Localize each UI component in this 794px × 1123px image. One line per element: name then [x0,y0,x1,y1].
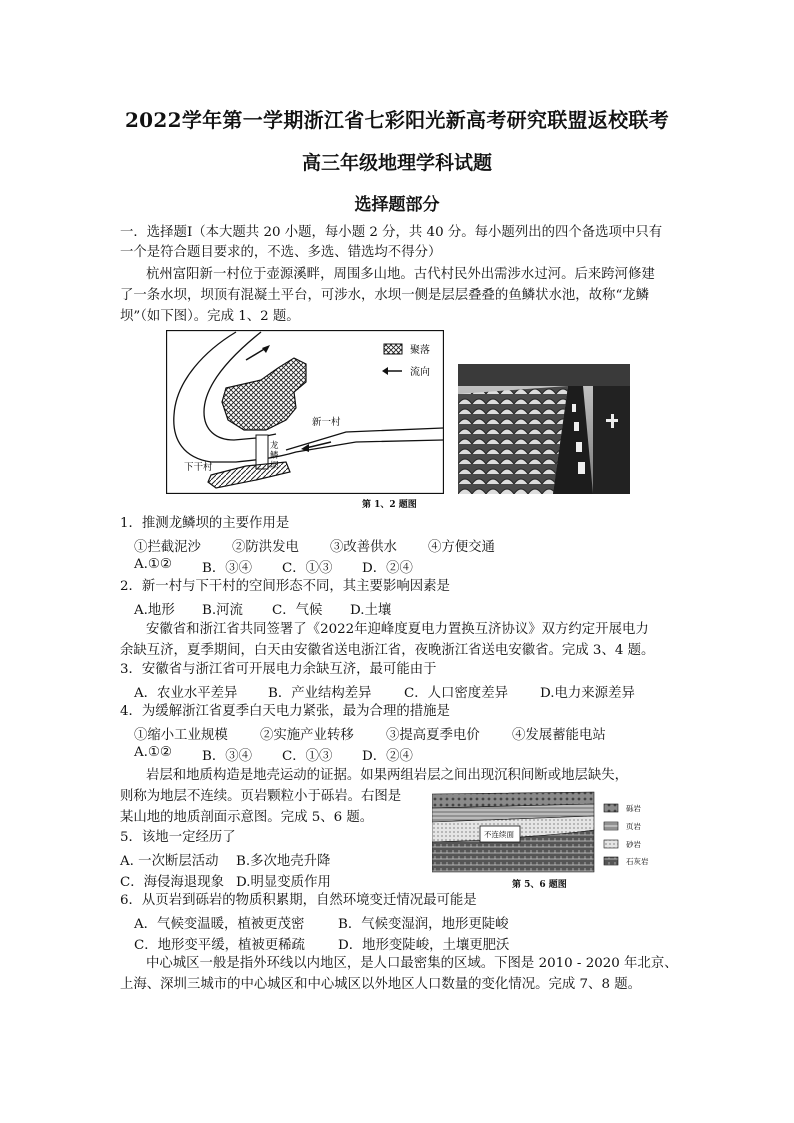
statement-item: ③改善供水 [330,540,397,555]
answer-option: C．①③ [282,561,333,576]
passage-line: 某山地的地质剖面示意图。完成 5、6 题。 [120,810,374,825]
passage-line: 余缺互济，夏季期间，白天由安徽省送电浙江省，夜晚浙江省送电安徽省。完成 3、4 题。 [120,643,655,658]
dam-photo [458,364,630,494]
passage-line: 坝”（如下图）。完成 1、2 题。 [120,309,300,324]
intro-line: 一．选择题Ⅰ（本大题共 20 小题，每小题 2 分，共 40 分。每小题列出的四个备选项中只有 [120,225,663,240]
intro-line: 一个是符合题目要求的，不选、多选、错选均不得分） [120,245,442,260]
question-stem: 1．推测龙鳞坝的主要作用是 [120,516,290,531]
question-stem: 2．新一村与下干村的空间形态不同，其主要影响因素是 [120,579,450,594]
answer-option: C．①③ [282,749,333,764]
label-xinyicun: 新一村 [312,417,341,428]
question-stem: 6．从页岩到砾岩的物质积累期，自然环境变迁情况最可能是 [120,893,477,908]
legend-flow-label: 流向 [410,367,430,378]
passage-line: 上海、深圳三城市的中心城区和中心城区以外地区人口数量的变化情况。完成 7、8 题。 [120,977,642,992]
statement-item: ②防洪发电 [232,540,299,555]
statement-item: ①缩小工业规模 [134,728,228,743]
statement-item: ②实施产业转移 [260,728,354,743]
answer-option: B.河流 [202,603,243,618]
label-unconformity: 不连续面 [484,830,514,839]
label-xiagancun: 下干村 [184,462,213,473]
answer-option: C．气候 [272,603,323,618]
answer-option: D.明显变质作用 [236,875,331,890]
figure-caption: 第 5、6 题图 [512,880,567,890]
passage-line: 中心城区一般是指外环线以内地区，是人口最密集的区域。下图是 2010 - 2020 年北京、 [146,956,678,971]
answer-option: B．③④ [202,561,253,576]
answer-option: D.电力来源差异 [540,686,635,701]
answer-option: D．地形变陡峻，土壤更肥沃 [338,938,510,953]
passage-line: 了一条水坝，坝顶有混凝土平台，可涉水，水坝一侧是层层叠叠的鱼鳞状水池，故称“龙鳞 [120,288,650,303]
passage-line: 杭州富阳新一村位于壶源溪畔，周围多山地。古代村民外出需涉水过河。后来跨河修建 [146,267,655,282]
statement-item: ③提高夏季电价 [386,728,480,743]
answer-option: B．产业结构差异 [268,686,372,701]
passage-line: 安徽省和浙江省共同签署了《2022年迎峰度夏电力置换互济协议》双方约定开展电力 [146,622,649,637]
legend-label: 砂岩 [626,840,641,849]
statement-item: ①拦截泥沙 [134,540,201,555]
label-dam-char: 龙 [270,441,279,451]
answer-option: B．③④ [202,749,253,764]
answer-option: A.①② [134,745,172,760]
passage-line: 则称为地层不连续。页岩颗粒小于砾岩。右图是 [120,789,402,804]
legend-label: 石灰岩 [626,857,649,866]
question-stem: 3．安徽省与浙江省可开展电力余缺互济，最可能由于 [120,662,437,677]
answer-option: A．气候变温暖，植被更茂密 [134,917,305,932]
geologic-section-figure [432,790,674,874]
answer-option: B．气候变湿润，地形更陡峻 [338,917,509,932]
label-dam-char: 鳞 [270,451,279,461]
answer-option: D．②④ [362,561,413,576]
question-stem: 5．该地一定经历了 [120,830,236,845]
answer-option: A.①② [134,557,172,572]
legend-settlement-label: 聚落 [410,345,430,356]
answer-option: C．人口密度差异 [404,686,508,701]
label-dam-char: 坝 [270,461,279,471]
figure-caption: 第 1、2 题图 [362,500,417,510]
answer-option: C．地形变平缓，植被更稀疏 [134,938,305,953]
answer-option: B.多次地壳升降 [236,854,331,869]
passage-line: 岩层和地质构造是地壳运动的证据。如果两组岩层之间出现沉积间断或地层缺失， [146,768,629,783]
dam-map-figure [166,330,444,494]
legend-label: 页岩 [626,822,641,831]
question-stem: 4．为缓解浙江省夏季白天电力紧张，最为合理的措施是 [120,704,450,719]
answer-option: D.土壤 [350,603,392,618]
answer-option: A.地形 [134,603,175,618]
statement-item: ④方便交通 [428,540,495,555]
legend-label: 砾岩 [626,804,641,813]
statement-item: ④发展蓄能电站 [512,728,606,743]
answer-option: D．②④ [362,749,413,764]
exam-title: 2022学年第一学期浙江省七彩阳光新高考研究联盟返校联考 [124,108,670,132]
answer-option: A. 一次断层活动 [120,854,219,869]
section-title: 选择题部分 [354,195,440,215]
exam-subtitle: 高三年级地理学科试题 [301,152,492,174]
answer-option: C．海侵海退现象 [120,875,224,890]
answer-option: A．农业水平差异 [134,686,238,701]
